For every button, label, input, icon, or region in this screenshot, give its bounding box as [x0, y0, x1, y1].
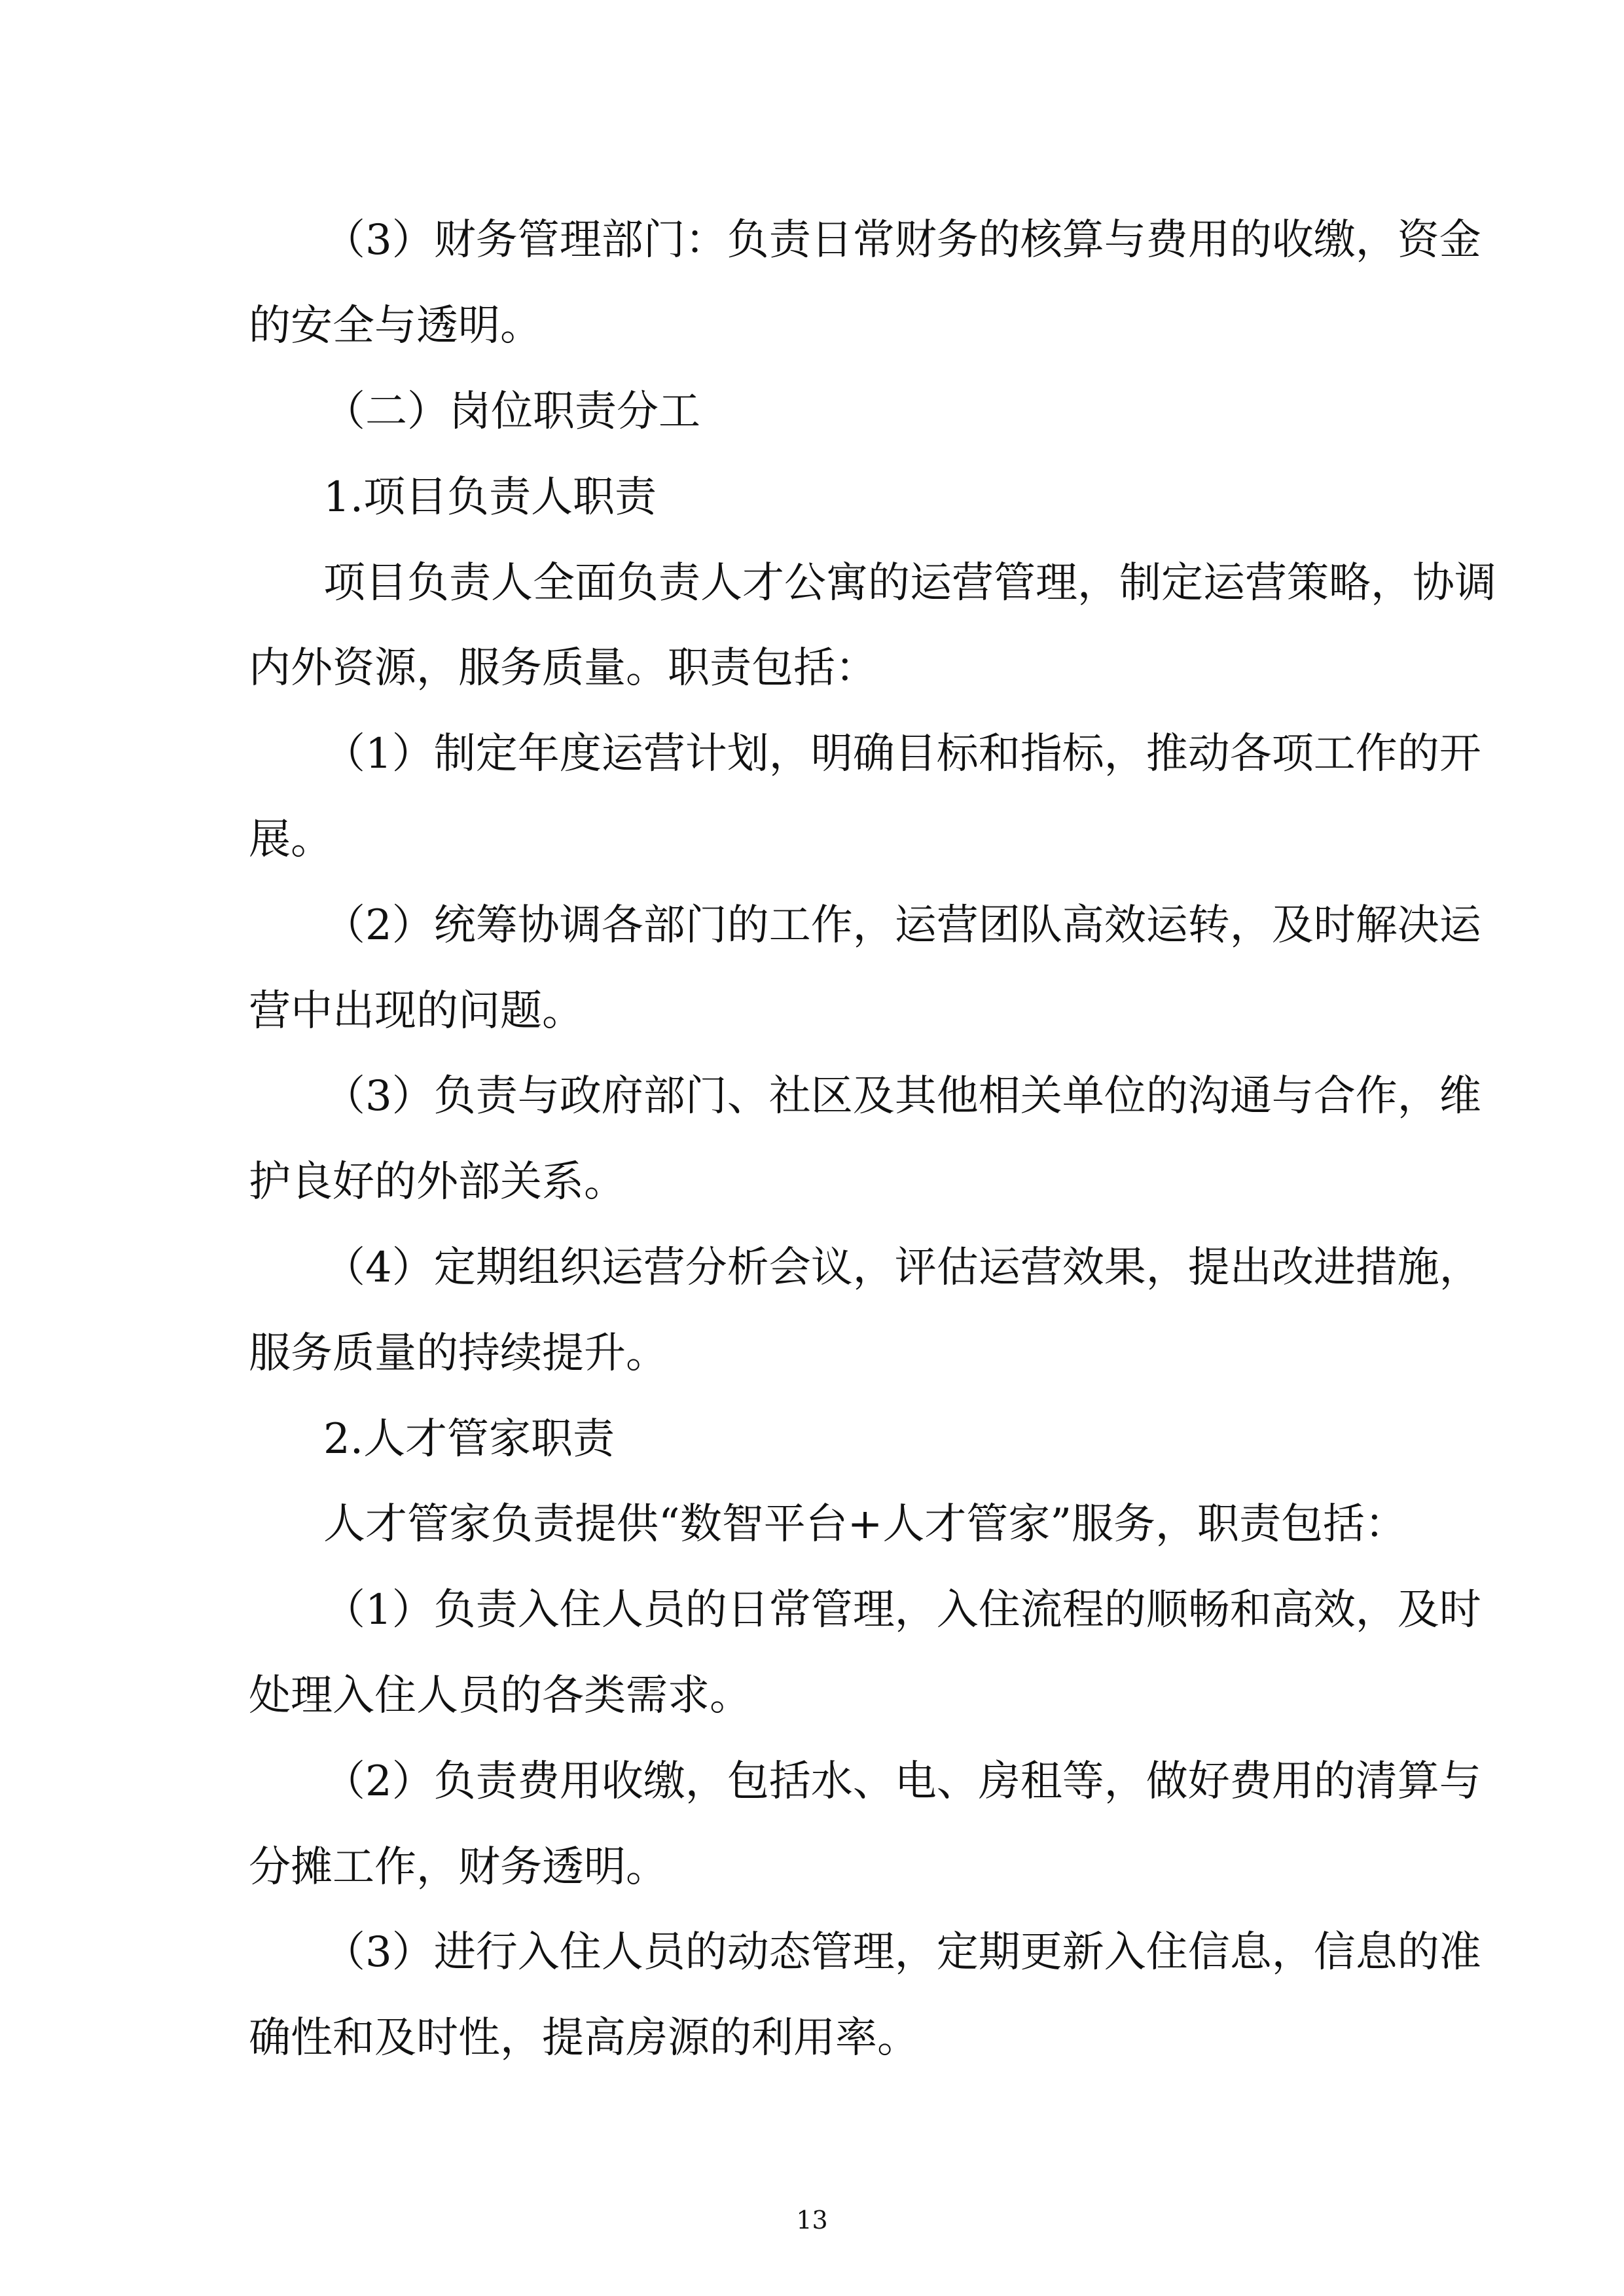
page-number: 13: [796, 2206, 828, 2234]
paragraph-line: 确性和及时性，提高房源的利用率。: [249, 2014, 919, 2062]
subsection-heading: 2.人才管家职责: [323, 1415, 615, 1463]
paragraph-line: 内外资源，服务质量。职责包括：: [249, 644, 877, 692]
paragraph-line: （2）统筹协调各部门的工作，运营团队高效运转，及时解决运: [323, 901, 1481, 950]
paragraph-line: 分摊工作，财务透明。: [249, 1843, 668, 1892]
paragraph-line: 服务质量的持续提升。: [249, 1329, 668, 1378]
paragraph-line: （2）负责费用收缴，包括水、电、房租等，做好费用的清算与: [323, 1757, 1481, 1806]
paragraph-line: （1）负责入住人员的日常管理，入住流程的顺畅和高效，及时: [323, 1586, 1481, 1634]
paragraph-line: （3）进行入住人员的动态管理，定期更新入住信息，信息的准: [323, 1928, 1481, 1977]
section-heading: （二）岗位职责分工: [323, 387, 700, 436]
paragraph-line: 展。: [249, 816, 333, 864]
paragraph-line: （1）制定年度运营计划，明确目标和指标，推动各项工作的开: [323, 730, 1481, 778]
paragraph-line: （3）负责与政府部门、社区及其他相关单位的沟通与合作，维: [323, 1072, 1481, 1121]
paragraph-line: 项目负责人全面负责人才公寓的运营管理，制定运营策略，协调: [323, 559, 1496, 607]
paragraph-line: 护良好的外部关系。: [249, 1158, 626, 1206]
paragraph-line: 处理入住人员的各类需求。: [249, 1672, 751, 1720]
paragraph-line: 的安全与透明。: [249, 302, 542, 350]
paragraph-line: 人才管家负责提供“数智平台+人才管家”服务，职责包括：: [323, 1500, 1407, 1549]
paragraph-line: （4）定期组织运营分析会议，评估运营效果，提出改进措施，: [323, 1244, 1481, 1292]
paragraph-line: 营中出现的问题。: [249, 987, 584, 1035]
subsection-heading: 1.项目负责人职责: [323, 473, 657, 522]
paragraph-line: （3）财务管理部门：负责日常财务的核算与费用的收缴，资金: [323, 216, 1481, 264]
